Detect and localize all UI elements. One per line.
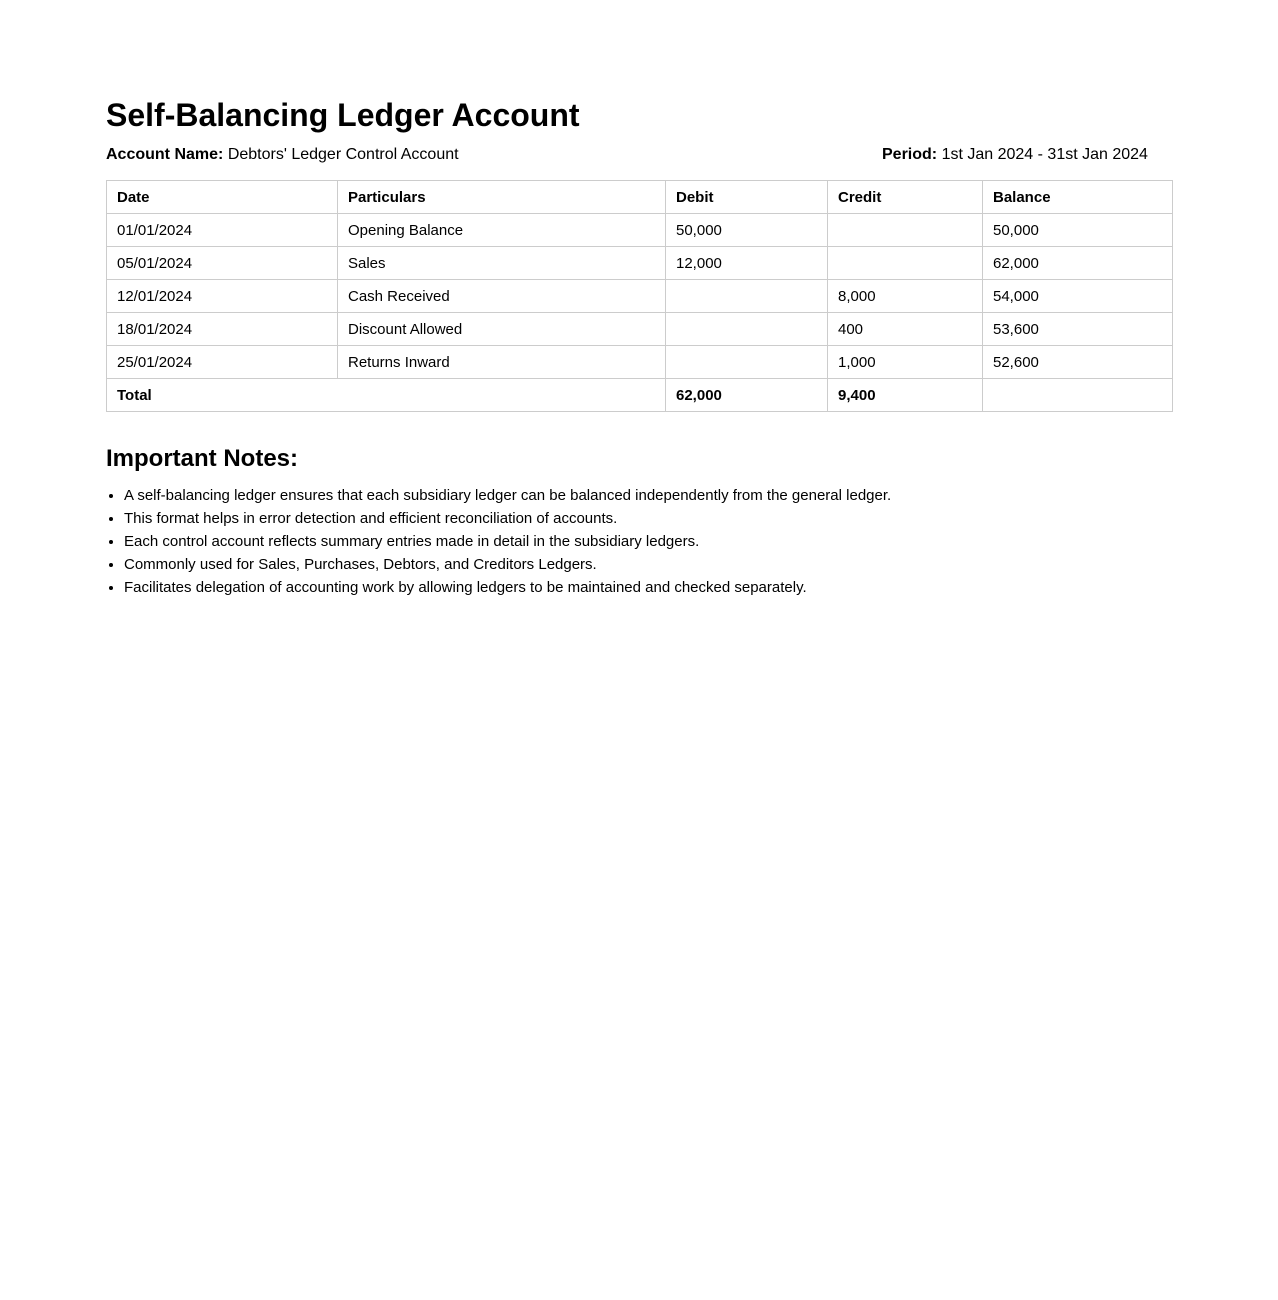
cell-date: 12/01/2024: [107, 280, 338, 313]
ledger-document: [106, 0, 1172, 599]
cell-credit: 8,000: [828, 280, 983, 313]
table-row: [107, 280, 1173, 313]
page-title: Self-Balancing Ledger Account: [106, 97, 580, 133]
period-value: 1st Jan 2024 - 31st Jan 2024: [941, 146, 1148, 163]
list-item: • Facilitates delegation of accounting work by allowing ledgers to be maintained and checked separately.: [124, 576, 1172, 599]
cell-credit: [828, 214, 983, 247]
cell-debit: [666, 313, 828, 346]
table-row: [107, 313, 1173, 346]
cell-balance: 50,000: [983, 214, 1173, 247]
header-debit: Debit: [666, 181, 828, 214]
header-particulars: Particulars: [338, 181, 666, 214]
list-item: • Commonly used for Sales, Purchases, Debtors, and Creditors Ledgers.: [124, 553, 1172, 576]
cell-debit: 50,000: [666, 214, 828, 247]
list-item: • A self-balancing ledger ensures that each subsidiary ledger can be balanced independently from the general ledger.: [124, 484, 1172, 507]
ledger-table: [106, 180, 1173, 412]
account-meta: [106, 144, 1172, 166]
cell-balance: 53,600: [983, 313, 1173, 346]
cell-debit: [666, 346, 828, 379]
cell-debit: 12,000: [666, 247, 828, 280]
cell-debit: [666, 280, 828, 313]
cell-particulars: Discount Allowed: [338, 313, 666, 346]
cell-date: 25/01/2024: [107, 346, 338, 379]
total-balance: [983, 379, 1173, 412]
total-row: [107, 379, 1173, 412]
cell-credit: [828, 247, 983, 280]
table-header-row: [107, 181, 1173, 214]
cell-particulars: Returns Inward: [338, 346, 666, 379]
header-credit: Credit: [828, 181, 983, 214]
total-label: Total: [107, 379, 666, 412]
cell-balance: 62,000: [983, 247, 1173, 280]
cell-particulars: Opening Balance: [338, 214, 666, 247]
cell-credit: 1,000: [828, 346, 983, 379]
total-credit: 9,400: [828, 379, 983, 412]
account-name-label: Account Name:: [106, 146, 224, 163]
cell-particulars: Sales: [338, 247, 666, 280]
cell-credit: 400: [828, 313, 983, 346]
period-label: Period:: [882, 146, 938, 163]
cell-particulars: Cash Received: [338, 280, 666, 313]
table-row: [107, 247, 1173, 280]
notes-heading: Important Notes:: [106, 445, 298, 472]
account-name-value: Debtors' Ledger Control Account: [227, 146, 459, 163]
cell-balance: 54,000: [983, 280, 1173, 313]
cell-date: 01/01/2024: [107, 214, 338, 247]
list-item: • This format helps in error detection and efficient reconciliation of accounts.: [124, 507, 1172, 530]
table-row: [107, 214, 1173, 247]
account-name: [106, 144, 459, 166]
cell-date: 05/01/2024: [107, 247, 338, 280]
cell-date: 18/01/2024: [107, 313, 338, 346]
header-balance: Balance: [983, 181, 1173, 214]
period: [882, 144, 1148, 166]
header-date: Date: [107, 181, 338, 214]
notes-list: [106, 484, 1172, 599]
table-row: [107, 346, 1173, 379]
total-debit: 62,000: [666, 379, 828, 412]
list-item: • Each control account reflects summary entries made in detail in the subsidiary ledgers.: [124, 530, 1172, 553]
cell-balance: 52,600: [983, 346, 1173, 379]
